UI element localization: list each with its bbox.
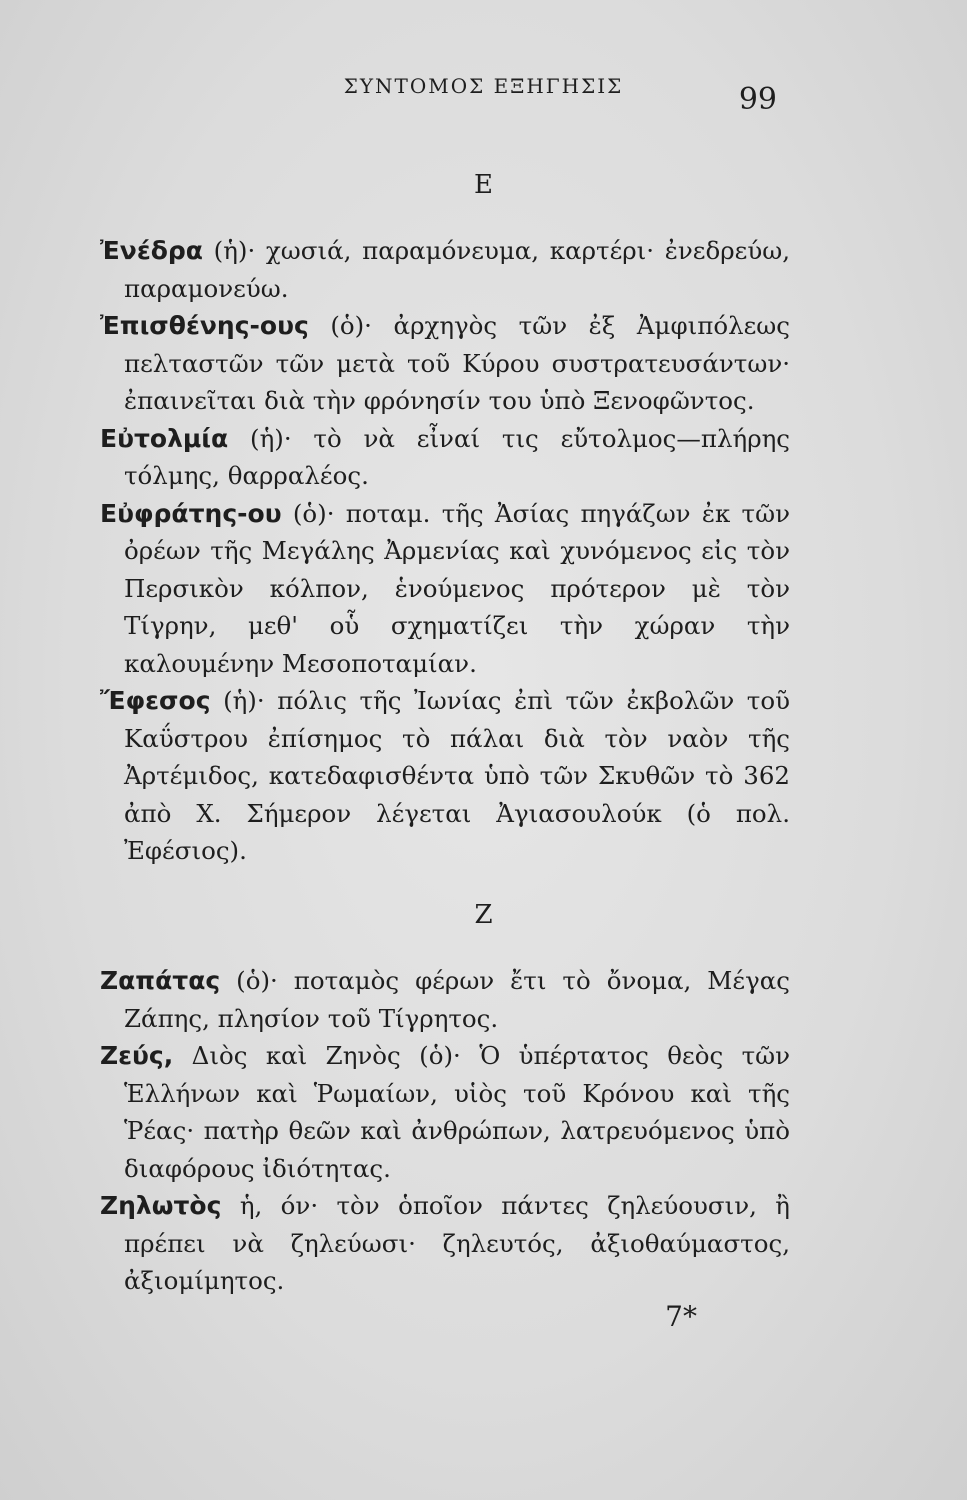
lemma: Ζαπάτας: [100, 966, 221, 995]
definition: (ὁ)· ποταμ. τῆς Ἀσίας πηγάζων ἐκ τῶν ὀρέων τῆς Μεγάλης Ἀρμενίας καὶ χυνόμενος εἰς τὸν Περσικὸν κόλπον, ἑνούμενος πρότερον μὲ τὸν Τίγρην, μεθ' οὗ σχηματίζει τὴν χώραν τὴν καλουμένην Μεσοποταμίαν.: [124, 498, 790, 678]
definition: (ἡ)· τὸ νὰ εἶναί τις εὔτολμος—πλήρης τόλμης, θαρραλέος.: [124, 423, 790, 490]
lemma: Εὐφράτης-ου: [100, 498, 282, 528]
lemma: Ζηλωτὸς: [100, 1191, 222, 1220]
definition: Διὸς καὶ Ζηνὸς (ὁ)· Ὁ ὑπέρτατος θεὸς τῶν Ἑλλήνων καὶ Ῥωμαίων, υἱὸς τοῦ Κρόνου καὶ τῆς Ῥέας· πατὴρ θεῶν καὶ ἀνθρώπων, λατρευόμενος ὑπὸ διαφόρους ἰδιότητας.: [124, 1041, 790, 1183]
page-number: 99: [738, 82, 777, 117]
entries-section-z: [100, 962, 790, 1300]
definition: (ὁ)· ποταμὸς φέρων ἔτι τὸ ὄνομα, Μέγας Ζάπης, πλησίον τοῦ Τίγρητος.: [124, 966, 790, 1033]
lemma: Ζεύς,: [100, 1041, 174, 1070]
entry-zelotos: [100, 1187, 790, 1300]
entry-enedra: [100, 232, 790, 307]
entry-ephesos: [100, 682, 790, 870]
section-letter-z: Z: [474, 900, 493, 930]
entry-euphrates: [100, 495, 790, 683]
entry-eutolmia: [100, 420, 790, 495]
entries-section-e: [100, 232, 790, 870]
section-letter-e: E: [474, 170, 493, 200]
lemma: Ἔφεσος: [100, 686, 211, 715]
definition: (ὁ)· ἀρχηγὸς τῶν ἐξ Ἀμφιπόλεως πελταστῶν τῶν μετὰ τοῦ Κύρου συστρατευσάντων· ἐπαινεῖται διὰ τὴν φρόνησίν του ὑπὸ Ξενοφῶντος.: [124, 311, 790, 415]
running-title: ΣΥΝΤΟΜΟΣ ΕΞΗΓΗΣΙΣ: [343, 74, 624, 98]
definition: (ἡ)· πόλις τῆς Ἰωνίας ἐπὶ τῶν ἐκβολῶν τοῦ Καΰστρου ἐπίσημος τὸ πάλαι διὰ τὸν ναὸν τῆς Ἀρτέμιδος, κατεδαφισθέντα ὑπὸ τῶν Σκυθῶν τὸ 362 ἀπὸ Χ. Σήμερον λέγεται Ἀγιασουλούκ (ὁ πολ. Ἐφέσιος).: [124, 686, 790, 865]
entry-zeus: [100, 1037, 790, 1187]
signature-mark: 7*: [665, 1300, 697, 1333]
lemma: Εὐτολμία: [100, 423, 229, 453]
definition: (ἡ)· χωσιά, παραμόνευμα, καρτέρι· ἐνεδρεύω, παραμονεύω.: [124, 236, 790, 303]
lemma: Ἐνέδρα: [100, 236, 203, 265]
entry-zapatas: [100, 962, 790, 1037]
definition: ἡ, όν· τὸν ὁποῖον πάντες ζηλεύουσιν, ἢ πρέπει νὰ ζηλεύωσι· ζηλευτός, ἀξιοθαύμαστος, ἀξιομίμητος.: [124, 1191, 790, 1295]
lemma: Ἐπισθένης-ους: [100, 311, 309, 340]
entry-episthenes: [100, 307, 790, 420]
